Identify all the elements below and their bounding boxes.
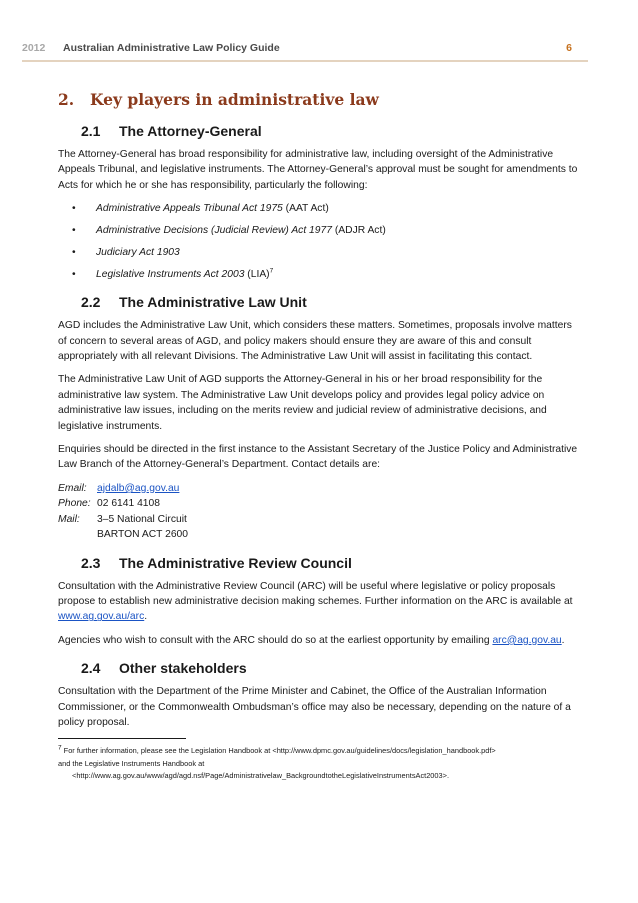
acts-list — [58, 201, 580, 282]
phone-number: 02 6141 4108 — [97, 498, 160, 510]
paragraph: Consultation with the Department of the Prime Minister and Cabinet, the Office of the Australian Information Commissioner, or the Commonwealth Ombudsman’s office may also be necessary, depending on the nature of a policy proposal. — [58, 686, 571, 728]
footnote-reference[interactable]: 7 — [269, 267, 274, 275]
paragraph: AGD includes the Administrative Law Unit, which considers these matters. Sometimes, proposals involve matters of concern to several areas of AGD, and policy makers should ensure they are aware of this and consult appropriately with all relevant Divisions. The Administrative Law Unit will assist in facilitating this contact. — [58, 320, 572, 363]
subsection-number: 2.3 — [81, 554, 101, 571]
page-number: 6 — [566, 42, 572, 54]
page-body — [58, 82, 580, 783]
header-title: Australian Administrative Law Policy Guide — [63, 42, 280, 54]
paragraph: The Attorney-General has broad responsibility for administrative law, including oversight of the Administrative Appeals Tribunal, and legislative instruments. The Attorney-General’s approval must be sought for amendments to Acts for which he or she has responsibility, particularly the following: — [58, 149, 578, 191]
subsection-heading-2-3 — [81, 555, 580, 571]
footnote — [58, 745, 580, 783]
subsection-heading-2-1 — [81, 123, 580, 139]
subsection-title: Other stakeholders — [119, 660, 247, 677]
email-link[interactable]: ajdalb@ag.gov.au — [97, 482, 180, 494]
paragraph: Enquiries should be directed in the first instance to the Assistant Secretary of the Justice Policy and Administrative Law Branch of the Attorney-General’s Department. Contact details are: — [58, 444, 578, 471]
header-year: 2012 — [22, 42, 46, 54]
contact-details — [58, 481, 580, 543]
footnote-marker: 7 — [58, 744, 62, 752]
footnote-line3: <http://www.ag.gov.au/www/agd/agd.nsf/Page/Administrativelaw_BackgroundtotheLegislativeInstrumentsAct2003>. — [72, 771, 450, 781]
list-item: • Administrative Decisions (Judicial Review) Act 1977 (ADJR Act) — [72, 225, 386, 237]
subsection-heading-2-2 — [81, 294, 580, 310]
arc-email-link[interactable]: arc@ag.gov.au — [492, 634, 562, 646]
list-item: • Judiciary Act 1903 — [72, 247, 180, 259]
section-heading — [58, 90, 580, 109]
subsection-number: 2.2 — [81, 294, 101, 311]
footnote-divider — [58, 738, 186, 739]
paragraph: The Administrative Law Unit of AGD supports the Attorney-General in his or her broad responsibility for the administrative law system. The Administrative Law Unit develops policy and provides legal policy advice on administrative law issues, including on the merits review and judicial review of administrative decisions, and legislative instruments. — [58, 374, 547, 432]
list-item: • Administrative Appeals Tribunal Act 1975 (AAT Act) — [72, 203, 329, 215]
paragraph: Consultation with the Administrative Review Council (ARC) will be useful where legislative or policy proposals propose to establish new administrative decision making schemes. Further information on the ARC is available at www.ag.gov.au/arc. — [58, 580, 573, 623]
subsection-number: 2.1 — [81, 123, 101, 139]
page-header — [0, 0, 638, 64]
footnote-line2: and the Legislative Instruments Handbook at — [58, 758, 205, 768]
header-divider — [22, 60, 588, 62]
subsection-number: 2.4 — [81, 660, 101, 677]
bullet-icon: • — [72, 269, 76, 281]
footnote-line1: For further information, please see the Legislation Handbook at <http://www.dpmc.gov.au/guidelines/docs/legislation_handbook.pdf> — [61, 746, 496, 756]
arc-website-link[interactable]: www.ag.gov.au/arc — [58, 611, 145, 623]
subsection-heading-2-4 — [81, 660, 580, 676]
paragraph: Agencies who wish to consult with the ARC should do so at the earliest opportunity by emailing arc@ag.gov.au. — [58, 634, 565, 646]
email-label: Email: — [58, 482, 87, 494]
mail-label: Mail: — [58, 513, 80, 525]
mail-address-line2: BARTON ACT 2600 — [97, 529, 189, 541]
mail-address-line1: 3–5 National Circuit — [97, 513, 187, 525]
section-number: 2. — [58, 90, 75, 109]
section-title: Key players in administrative law — [90, 90, 379, 109]
bullet-icon: • — [72, 225, 76, 237]
subsection-title: The Attorney-General — [119, 123, 262, 139]
subsection-title: The Administrative Review Council — [119, 554, 352, 571]
phone-label: Phone: — [58, 498, 91, 510]
subsection-title: The Administrative Law Unit — [119, 294, 307, 311]
list-item: • Legislative Instruments Act 2003 (LIA)$^7$ — [72, 267, 274, 281]
bullet-icon: • — [72, 247, 76, 259]
bullet-icon: • — [72, 203, 76, 215]
